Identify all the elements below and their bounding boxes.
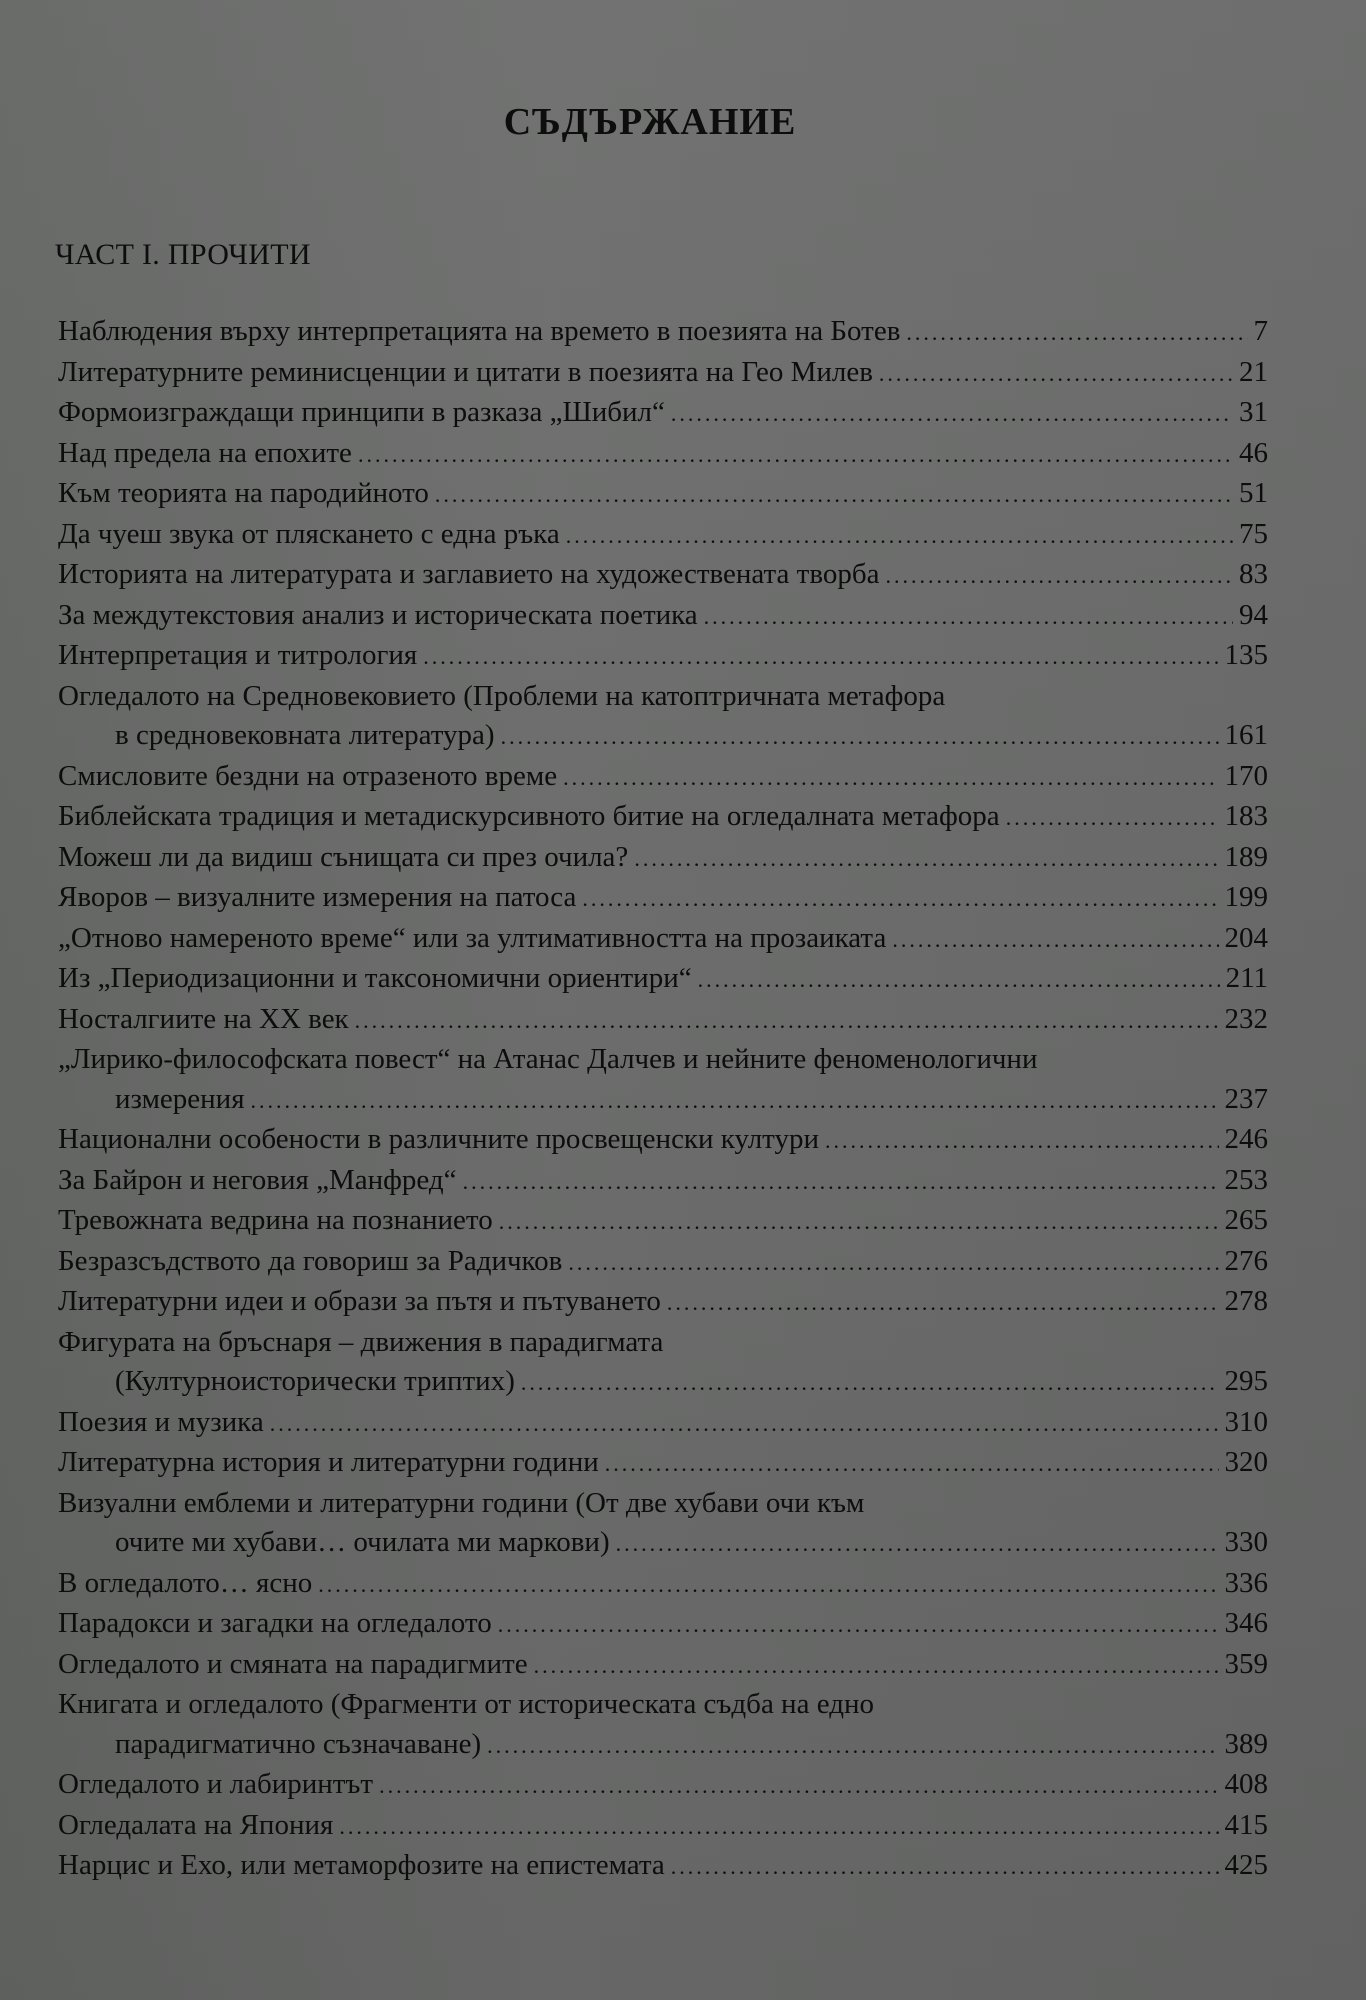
dot-leader [318, 1564, 1218, 1605]
toc-page-number: 232 [1224, 1002, 1268, 1035]
toc-entry-line [58, 1040, 1268, 1080]
toc-page-number: 170 [1224, 759, 1268, 792]
toc-page-number: 253 [1224, 1163, 1268, 1196]
toc-entry-title: измерения [115, 1082, 245, 1115]
toc-entry [58, 797, 1268, 838]
dot-leader [435, 474, 1233, 515]
toc-entry-title: Над предела на епохите [58, 436, 352, 469]
toc-entry-line [58, 1000, 1268, 1041]
dot-leader [698, 959, 1220, 1000]
toc-page-number: 425 [1224, 1849, 1268, 1881]
toc-entry-line [58, 1403, 1268, 1444]
toc-page-number: 389 [1224, 1727, 1268, 1760]
toc-entry [58, 677, 1268, 757]
dot-leader [879, 353, 1233, 394]
toc-entry-line [58, 677, 1268, 717]
toc-page-number: 51 [1239, 477, 1268, 509]
toc-entry-line [58, 1846, 1268, 1887]
toc-entry-title: За Байрон и неговия „Манфред“ [58, 1163, 457, 1196]
toc-page-number: 246 [1224, 1123, 1268, 1155]
dot-leader [605, 1443, 1219, 1484]
toc-entry-line [58, 1161, 1268, 1202]
toc-page-number: 83 [1239, 558, 1268, 590]
toc-entry [58, 1564, 1268, 1605]
dot-leader [270, 1403, 1219, 1444]
toc-page-number: 359 [1224, 1647, 1268, 1680]
toc-entry-line [58, 1564, 1268, 1605]
toc-entry-title: В огледалото… ясно [58, 1566, 313, 1599]
toc-entry-line [58, 515, 1268, 556]
toc-entry-line [58, 1484, 1268, 1524]
toc-page-number: 46 [1239, 436, 1268, 469]
toc-entry [58, 1846, 1268, 1887]
toc-entry [58, 1403, 1268, 1444]
toc-entry [58, 1201, 1268, 1242]
toc-entry [58, 596, 1268, 637]
toc-page-number: 199 [1224, 881, 1268, 913]
toc-entry-title: Литературни идеи и образи за пътя и пътуването [58, 1285, 661, 1317]
toc-entry-title: Огледалата на Япония [58, 1808, 334, 1841]
toc-entry-title: Интерпретация и титрология [58, 639, 418, 671]
toc-entry-title: Носталгиите на ХХ век [58, 1002, 349, 1035]
dot-leader [534, 1645, 1219, 1686]
dot-leader [501, 716, 1219, 757]
dot-leader [704, 596, 1233, 637]
dot-leader [582, 878, 1218, 919]
toc-entry-title: Визуални емблеми и литературни години (От две хубави очи към [58, 1486, 865, 1519]
page-title: СЪДЪРЖАНИЕ [503, 101, 797, 143]
toc-entry [58, 1806, 1268, 1847]
toc-entry [58, 1161, 1268, 1202]
toc-entry-line [58, 393, 1268, 434]
toc-entry [58, 1040, 1268, 1120]
dot-leader [568, 1242, 1218, 1283]
toc-entry-line [58, 555, 1268, 596]
dot-leader [355, 1000, 1219, 1041]
toc-entry-line [58, 959, 1268, 1000]
toc-entry [58, 1685, 1268, 1765]
toc-entry-continuation [58, 1725, 1268, 1766]
toc-entry-title: парадигматично съзначаване) [115, 1727, 482, 1760]
toc-entry-title: За междутекстовия анализ и историческата поетика [58, 598, 698, 631]
toc-page-number: 21 [1239, 355, 1268, 388]
dot-leader [616, 1523, 1219, 1564]
toc-entry-line [58, 1323, 1268, 1363]
toc-page-number: 276 [1224, 1244, 1268, 1277]
toc-entry [58, 1645, 1268, 1686]
toc-page-number: 7 [1253, 315, 1268, 347]
toc-entry [58, 515, 1268, 556]
toc-entry-line [58, 1242, 1268, 1283]
toc-entry-title: очите ми хубави… очилата ми маркови) [115, 1526, 610, 1558]
toc-entry-continuation [58, 1080, 1268, 1121]
dot-leader [667, 1282, 1219, 1323]
toc-entry-title: Наблюдения върху интерпретацията на времето в поезията на Ботев [58, 315, 901, 347]
toc-entry-line [58, 636, 1268, 677]
toc-page-number: 31 [1239, 396, 1268, 428]
dot-leader [358, 434, 1233, 475]
toc-entry-line [58, 353, 1268, 394]
toc-entry-continuation [58, 716, 1268, 757]
toc-entry-title: Литературните реминисценции и цитати в поезията на Гео Милев [58, 355, 873, 388]
toc-entry-line [58, 1765, 1268, 1806]
toc-entry-line [58, 757, 1268, 798]
dot-leader [566, 515, 1233, 556]
toc-entry-line [58, 1604, 1268, 1645]
toc-entry-title: Из „Периодизационни и таксономични ориентири“ [58, 962, 692, 994]
toc-entry-title: Формоизграждащи принципи в разказа „Шибил“ [58, 396, 665, 428]
toc-entry-title: в средновековната литература) [115, 719, 495, 751]
toc-entry-title: Смисловите бездни на отразеното време [58, 759, 558, 792]
toc-entry [58, 1282, 1268, 1323]
toc-entry-title: Огледалото на Средновековието (Проблеми на катоптричната метафора [58, 679, 946, 712]
toc-entry-title: „Отново намереното време“ или за ултимативността на прозаиката [58, 921, 887, 954]
toc-entry [58, 1000, 1268, 1041]
toc-entry-title: Безразсъдството да говориш за Радичков [58, 1244, 563, 1277]
toc-entry [58, 1323, 1268, 1403]
toc-entry [58, 474, 1268, 515]
toc-entry-continuation [58, 1362, 1268, 1403]
toc-entry [58, 353, 1268, 394]
toc-entry [58, 636, 1268, 677]
toc-page-number: 310 [1224, 1405, 1268, 1438]
dot-leader [563, 757, 1218, 798]
toc-page-number: 320 [1224, 1446, 1268, 1478]
toc-entry-title: Можеш ли да видиш сънищата си през очила? [58, 840, 629, 873]
toc-entry-line [58, 919, 1268, 960]
toc-entry-line [58, 1806, 1268, 1847]
toc-entry-line [58, 1685, 1268, 1725]
toc-entry-title: Огледалото и лабиринтът [58, 1768, 374, 1800]
dot-leader [339, 1806, 1218, 1847]
part-heading: ЧАСТ І. ПРОЧИТИ [55, 238, 311, 271]
toc-entry-line [58, 434, 1268, 475]
toc-page-number: 204 [1224, 921, 1268, 954]
dot-leader [498, 1604, 1219, 1645]
toc-entry [58, 959, 1268, 1000]
toc-entry-title: Да чуеш звука от плясканeто с една ръка [58, 517, 560, 550]
toc-entry [58, 555, 1268, 596]
toc-entry-title: Национални особености в различните просвещенски култури [58, 1123, 819, 1155]
toc-page-number: 265 [1224, 1204, 1268, 1236]
toc-entry-title: Библейската традиция и метадискурсивното битие на огледалната метафора [58, 800, 1000, 832]
toc-entry-line [58, 1120, 1268, 1161]
toc-entry-line [58, 838, 1268, 879]
dot-leader [423, 636, 1218, 677]
toc-entry [58, 757, 1268, 798]
toc-page-number: 408 [1224, 1768, 1268, 1800]
toc-entry-title: Тревожната ведрина на познанието [58, 1204, 493, 1236]
toc-entry [58, 1604, 1268, 1645]
toc-entry [58, 1242, 1268, 1283]
toc-page-number: 336 [1224, 1566, 1268, 1599]
dot-leader [885, 555, 1233, 596]
toc-entry-title: Книгата и огледалото (Фрагменти от историческата съдба на едно [58, 1688, 874, 1720]
toc-entry-title: Поезия и музика [58, 1405, 264, 1438]
toc-entry-line [58, 474, 1268, 515]
toc-entry-line [58, 878, 1268, 919]
toc-entry-title: (Културноисторически триптих) [115, 1365, 515, 1397]
toc-page-number: 135 [1224, 639, 1268, 671]
toc-entry [58, 878, 1268, 919]
toc-entry-title: „Лирико-философската повест“ на Атанас Далчев и нейните феноменологични [58, 1043, 1038, 1075]
toc-entry-line [58, 312, 1268, 353]
toc-entry [58, 838, 1268, 879]
toc-entry-title: Яворов – визуалните измерения на патоса [58, 881, 577, 913]
toc-entry-title: Историята на литературата и заглавието на художествената творба [58, 558, 880, 590]
dot-leader [825, 1120, 1219, 1161]
toc-entry [58, 1484, 1268, 1564]
dot-leader [892, 919, 1218, 960]
toc-entry-title: Към теорията на пародийното [58, 477, 429, 509]
toc-page-number: 183 [1224, 800, 1268, 832]
toc-entry-title: Фигурата на бръснаря – движения в парадигмата [58, 1325, 664, 1358]
dot-leader [671, 393, 1233, 434]
toc-entry-title: Огледалото и смяната на парадигмите [58, 1647, 528, 1680]
toc-entry-line [58, 1645, 1268, 1686]
dot-leader [499, 1201, 1219, 1242]
dot-leader [671, 1846, 1219, 1887]
toc-page-number: 75 [1239, 517, 1268, 550]
toc-page-number: 278 [1224, 1285, 1268, 1317]
toc-entry-title: Литературна история и литературни години [58, 1446, 599, 1478]
dot-leader [906, 312, 1247, 353]
toc-entry [58, 434, 1268, 475]
dot-leader [487, 1725, 1218, 1766]
toc-entry [58, 312, 1268, 353]
toc-entry [58, 919, 1268, 960]
toc-page-number: 415 [1224, 1808, 1268, 1841]
dot-leader [463, 1161, 1219, 1202]
dot-leader [379, 1765, 1218, 1806]
toc-entry-continuation [58, 1523, 1268, 1564]
toc-entry [58, 1443, 1268, 1484]
dot-leader [521, 1362, 1219, 1403]
toc-entry-line [58, 1201, 1268, 1242]
dot-leader [1006, 797, 1219, 838]
toc-page-number: 211 [1225, 962, 1268, 994]
toc-page-number: 295 [1224, 1365, 1268, 1397]
toc-page-number: 189 [1224, 840, 1268, 873]
toc-entry [58, 393, 1268, 434]
dot-leader [251, 1080, 1219, 1121]
toc-entry-line [58, 1282, 1268, 1323]
toc-page-number: 94 [1239, 598, 1268, 631]
dot-leader [634, 838, 1218, 879]
toc-entry [58, 1765, 1268, 1806]
toc-page-number: 330 [1224, 1526, 1268, 1558]
toc-page-number: 237 [1224, 1082, 1268, 1115]
toc-list [58, 312, 1268, 1887]
toc-page-number: 346 [1224, 1607, 1268, 1639]
toc-entry-line [58, 1443, 1268, 1484]
toc-page-number: 161 [1224, 719, 1268, 751]
toc-entry-line [58, 596, 1268, 637]
toc-entry [58, 1120, 1268, 1161]
toc-entry-title: Парадокси и загадки на огледалото [58, 1607, 492, 1639]
toc-entry-line [58, 797, 1268, 838]
toc-entry-title: Нарцис и Ехо, или метаморфозите на епистемата [58, 1849, 665, 1881]
